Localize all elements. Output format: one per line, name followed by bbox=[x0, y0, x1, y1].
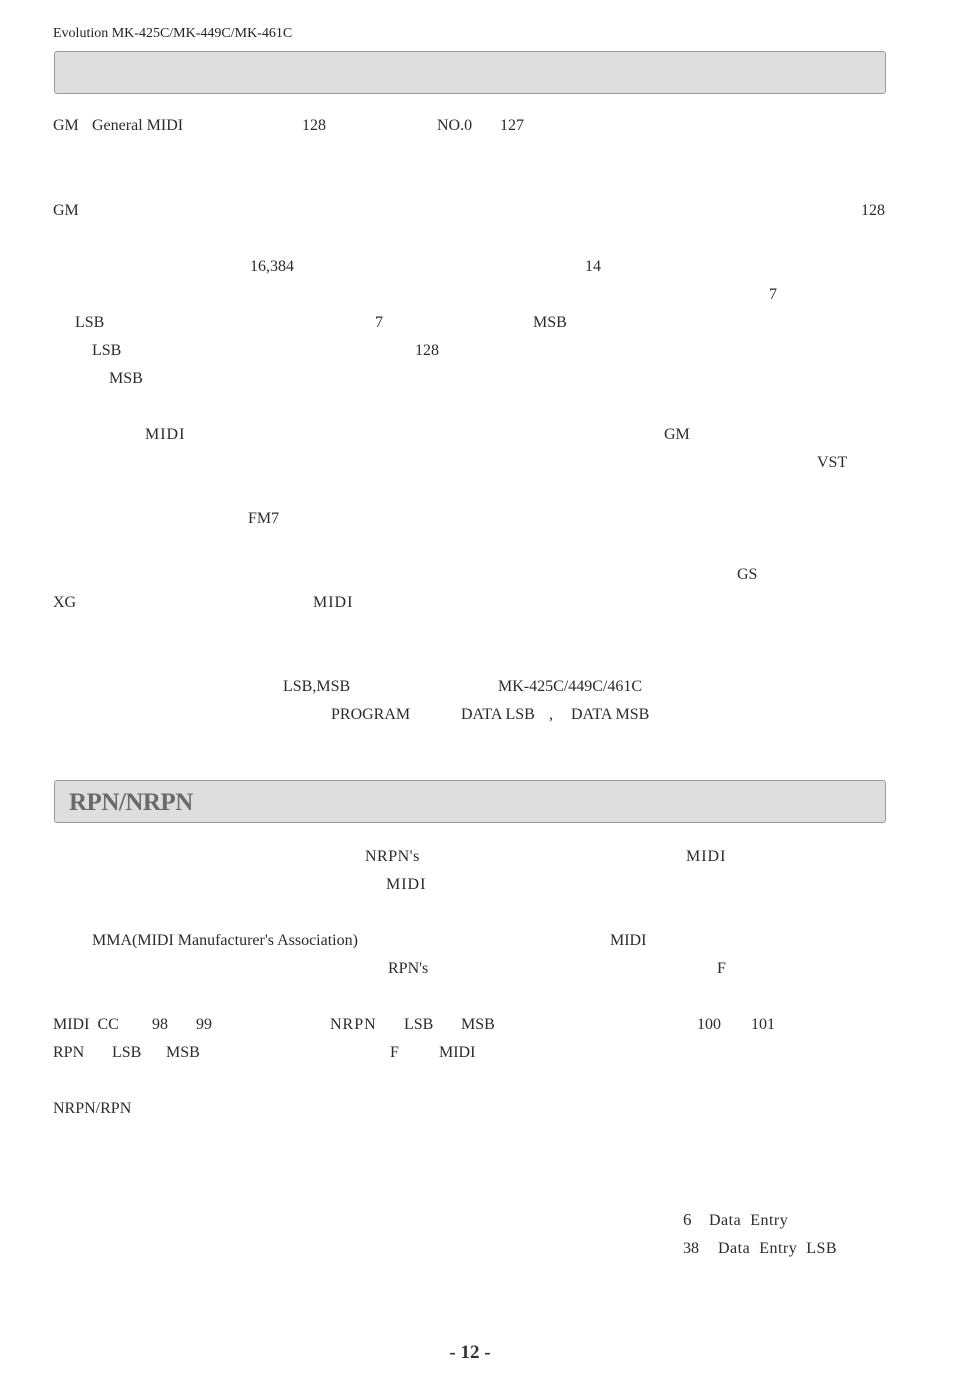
text-lsb-msb: LSB,MSB bbox=[283, 678, 351, 695]
text-lsb: LSB bbox=[92, 342, 122, 359]
text-f: F bbox=[390, 1044, 399, 1061]
text-gm: GM bbox=[53, 117, 79, 134]
text-mma: MMA(MIDI Manufacturer's Association) bbox=[92, 932, 358, 949]
text-msb: MSB bbox=[533, 314, 567, 331]
text-midi: MIDI bbox=[386, 876, 427, 893]
text-gm: GM bbox=[664, 426, 690, 443]
text-midi: MIDI bbox=[610, 932, 647, 949]
text-128: 128 bbox=[302, 117, 326, 134]
text-nrpn-rpn: NRPN/RPN bbox=[53, 1100, 132, 1117]
text-data-lsb: DATA LSB bbox=[461, 706, 535, 723]
text-midi: MIDI bbox=[313, 594, 354, 611]
text-model: MK-425C/449C/461C bbox=[498, 678, 643, 695]
text-data-msb: DATA MSB bbox=[571, 706, 650, 723]
text-midi: MIDI bbox=[439, 1044, 476, 1061]
text-midi: MIDI bbox=[145, 426, 186, 443]
text-98: 98 bbox=[152, 1016, 168, 1033]
text-comma: , bbox=[549, 706, 553, 723]
document-header: Evolution MK-425C/MK-449C/MK-461C bbox=[53, 26, 293, 41]
text-99: 99 bbox=[196, 1016, 212, 1033]
text-127: 127 bbox=[500, 117, 524, 134]
text-lsb: LSB bbox=[404, 1016, 434, 1033]
text-xg: XG bbox=[53, 594, 77, 611]
text-14: 14 bbox=[585, 258, 601, 275]
text-midi: MIDI bbox=[686, 848, 727, 865]
text-f: F bbox=[717, 960, 726, 977]
text-rpns: RPN's bbox=[388, 960, 429, 977]
section-heading-box-2 bbox=[54, 780, 886, 823]
text-7: 7 bbox=[375, 314, 383, 331]
text-midi-cc: MIDI CC bbox=[53, 1016, 119, 1033]
entry-label: Data Entry LSB bbox=[718, 1240, 838, 1257]
text-nrpn: NRPN bbox=[330, 1016, 377, 1033]
text-msb: MSB bbox=[109, 370, 143, 387]
text-program: PROGRAM bbox=[331, 706, 411, 723]
entry-label: Data Entry bbox=[709, 1212, 789, 1229]
entry-number: 38 bbox=[683, 1240, 699, 1257]
text-vst: VST bbox=[817, 454, 848, 471]
entry-number: 6 bbox=[683, 1210, 692, 1229]
text-16384: 16,384 bbox=[250, 258, 294, 275]
section-heading-box-1 bbox=[54, 51, 886, 94]
text-lsb: LSB bbox=[112, 1044, 142, 1061]
text-lsb: LSB bbox=[75, 314, 105, 331]
text-msb: MSB bbox=[166, 1044, 200, 1061]
text-gm: GM bbox=[53, 202, 79, 219]
text-128: 128 bbox=[861, 202, 885, 219]
text-gs: GS bbox=[737, 566, 758, 583]
text-no0: NO.0 bbox=[437, 117, 473, 134]
page-number: - 12 - bbox=[449, 1342, 491, 1363]
text-general-midi: General MIDI bbox=[92, 117, 184, 134]
text-fm7: FM7 bbox=[248, 510, 280, 527]
text-100: 100 bbox=[697, 1016, 721, 1033]
section-title: RPN/NRPN bbox=[69, 789, 193, 816]
text-rpn: RPN bbox=[53, 1044, 85, 1061]
text-101: 101 bbox=[751, 1016, 775, 1033]
text-msb: MSB bbox=[461, 1016, 495, 1033]
text-128: 128 bbox=[415, 342, 439, 359]
text-nrpns: NRPN's bbox=[365, 848, 420, 865]
text-7: 7 bbox=[769, 286, 777, 303]
